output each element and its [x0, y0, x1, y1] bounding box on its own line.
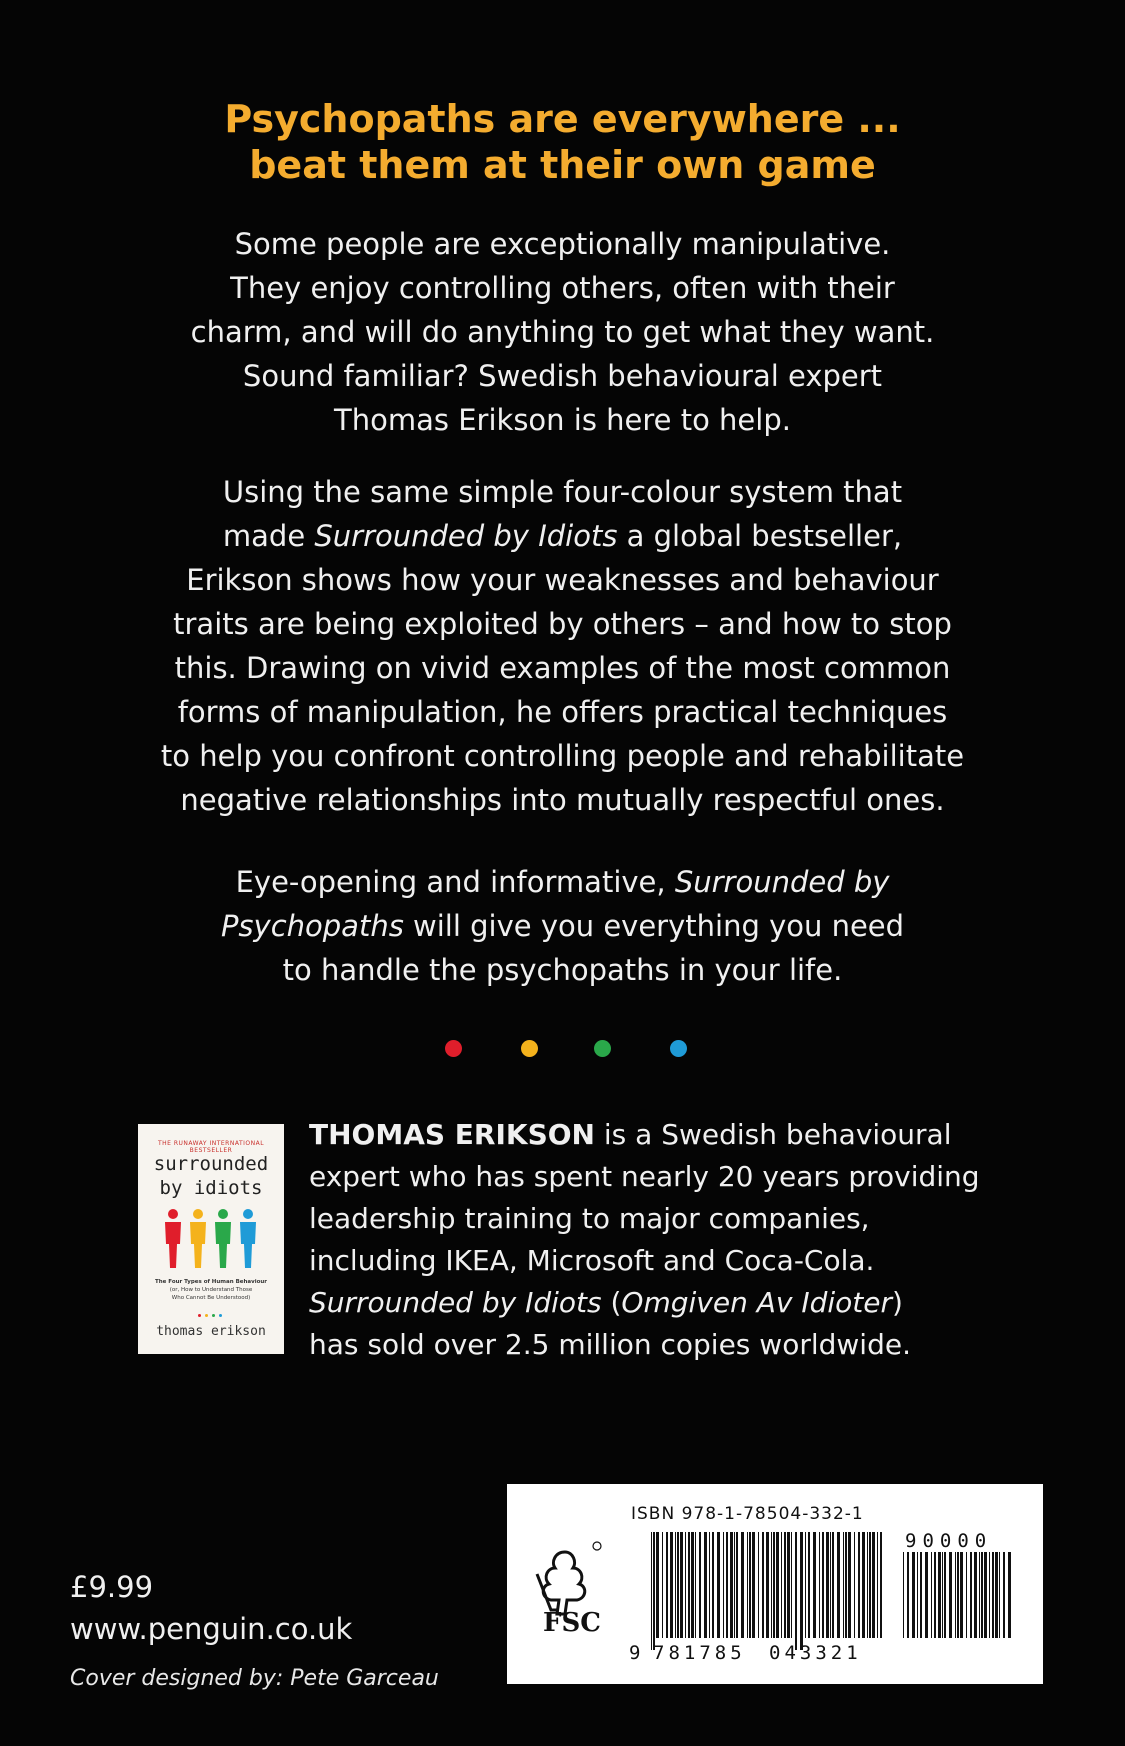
barcode-bar	[666, 1532, 668, 1638]
bio-line: has sold over 2.5 million copies worldwide.	[309, 1328, 911, 1361]
barcode-bar	[917, 1552, 918, 1638]
barcode-bar	[931, 1552, 932, 1638]
author-name: THOMAS ERIKSON	[309, 1118, 595, 1151]
cover-dot-blue	[219, 1314, 222, 1317]
cover-figure	[190, 1209, 206, 1268]
barcode-bar	[787, 1532, 790, 1638]
barcode-bar	[880, 1532, 882, 1638]
barcode-bar	[677, 1532, 679, 1638]
barcode-bar	[656, 1532, 659, 1638]
barcode-bar	[662, 1532, 663, 1638]
book-title: Surrounded by Idiots	[309, 1286, 602, 1319]
barcode-bar	[709, 1532, 710, 1638]
barcode-bar	[837, 1532, 840, 1638]
cover-figure	[165, 1209, 181, 1268]
barcode-bar	[699, 1532, 701, 1638]
barcode-bar	[773, 1532, 775, 1638]
original-title: Omgiven Av Idioter	[621, 1286, 893, 1319]
barcode-bar	[784, 1532, 786, 1638]
barcode-bar	[1008, 1552, 1011, 1638]
barcode-lead-digit: 9	[629, 1642, 641, 1664]
barcode-bar	[752, 1532, 755, 1638]
barcode-bar	[822, 1532, 824, 1638]
bio-text: is a Swedish behavioural	[595, 1118, 952, 1151]
blurb-line: Sound familiar? Swedish behavioural expert	[242, 359, 883, 393]
barcode-bar	[771, 1532, 772, 1638]
barcode-bar	[925, 1552, 928, 1638]
cover-author: thomas erikson	[156, 1324, 266, 1339]
price-addon-digits: 90000	[905, 1530, 993, 1552]
barcode-bar	[981, 1552, 983, 1638]
barcode-bar	[651, 1532, 652, 1650]
four-colour-dots	[0, 1040, 1125, 1060]
barcode-bar	[808, 1532, 810, 1638]
cover-subtitle-line-2: (or, How to Understand Those	[169, 1287, 253, 1293]
barcode-bar	[736, 1532, 738, 1638]
blurb-line: Using the same simple four-colour system that	[222, 475, 903, 509]
barcode-bar	[960, 1552, 963, 1638]
barcode-bar	[854, 1532, 855, 1638]
barcode-bar	[920, 1552, 922, 1638]
blurb-text: made	[222, 519, 315, 553]
barcode-digits-group-2: 043321	[769, 1642, 862, 1664]
bio-line: leadership training to major companies,	[309, 1202, 870, 1235]
barcode-bar	[867, 1532, 868, 1638]
blurb-line: this. Drawing on vivid examples of the most common	[174, 651, 951, 685]
blurb-line: to help you confront controlling people and rehabilitate	[160, 739, 965, 773]
barcode-bar	[992, 1552, 994, 1638]
barcode-bar	[979, 1552, 980, 1638]
barcode-bar	[762, 1532, 764, 1638]
barcode-bar	[858, 1532, 860, 1638]
barcode-bar	[734, 1532, 735, 1638]
barcode-bar	[955, 1552, 956, 1638]
blurb-line: traits are being exploited by others – and how to stop	[173, 607, 952, 641]
barcode-bar	[781, 1532, 782, 1638]
blurb-paragraph-3	[0, 860, 1125, 992]
barcode-bar	[680, 1532, 683, 1638]
barcode-bar	[832, 1532, 834, 1638]
cover-figure	[240, 1209, 256, 1268]
barcode-bar	[670, 1532, 673, 1638]
barcode-bar	[1003, 1552, 1005, 1638]
cover-title-line-2: by idiots	[159, 1177, 263, 1199]
barcode-digits-group-1: 781785	[653, 1642, 746, 1664]
headline-line-2: beat them at their own game	[249, 143, 876, 187]
barcode-bar	[877, 1532, 878, 1638]
barcode-bar	[949, 1552, 952, 1638]
cover-dots	[138, 1314, 284, 1320]
blurb-line: Erikson shows how your weaknesses and behaviour	[186, 563, 939, 597]
barcode-bar	[805, 1532, 806, 1638]
cover-dot-red	[198, 1314, 201, 1317]
bio-line: including IKEA, Microsoft and Coca-Cola.	[309, 1244, 875, 1277]
blurb-line: charm, and will do anything to get what they want.	[190, 315, 935, 349]
blurb-line: negative relationships into mutually respectful ones.	[180, 783, 945, 817]
barcode-bar	[862, 1532, 865, 1638]
blue-dot	[670, 1040, 687, 1057]
barcode-bar	[726, 1532, 728, 1638]
barcode-bar	[984, 1552, 987, 1638]
barcode-bar	[966, 1552, 967, 1638]
author-bio	[309, 1114, 1099, 1366]
barcode-bar	[974, 1552, 977, 1638]
fsc-label: FSC	[543, 1608, 601, 1638]
bio-text: (	[601, 1286, 622, 1319]
cover-credit: Cover designed by: Pete Garceau	[70, 1666, 439, 1691]
book-title-surrounded-by-idiots: Surrounded by Idiots	[314, 519, 618, 553]
isbn-number: ISBN 978-1-78504-332-1	[631, 1504, 864, 1524]
barcode-bar	[691, 1532, 694, 1638]
barcode-bar	[934, 1552, 936, 1638]
barcode-bar	[749, 1532, 751, 1638]
barcode-bar	[944, 1552, 946, 1638]
cover-title-line-1: surrounded	[153, 1153, 269, 1175]
book-title-part: Surrounded by	[674, 865, 890, 899]
addon-barcode	[903, 1552, 1013, 1650]
red-dot	[445, 1040, 462, 1057]
barcode-bar	[653, 1532, 655, 1650]
barcode-bar	[813, 1532, 816, 1638]
barcode-bar	[730, 1532, 733, 1638]
barcode-bar	[685, 1532, 686, 1638]
cover-tagline: THE RUNAWAY INTERNATIONAL BESTSELLER	[157, 1140, 265, 1154]
bio-line	[309, 1114, 1099, 1156]
barcode-bar	[758, 1532, 759, 1638]
blurb-line: Thomas Erikson is here to help.	[334, 403, 791, 437]
cover-subtitle-line-1: The Four Types of Human Behaviour	[154, 1279, 267, 1285]
blurb-line: Some people are exceptionally manipulative.	[234, 227, 891, 261]
blurb-line: to handle the psychopaths in your life.	[282, 953, 843, 987]
barcode-bar	[903, 1552, 904, 1638]
barcode-bar	[912, 1552, 915, 1638]
isbn-barcode	[651, 1532, 883, 1650]
barcode-bar	[989, 1552, 990, 1638]
cover-subtitle-line-3: Who Cannot Be Understood)	[171, 1295, 251, 1301]
book-title-part: Psychopaths	[220, 909, 404, 943]
barcode-bar	[826, 1532, 829, 1638]
barcode-bar	[843, 1532, 844, 1638]
barcode-bar	[766, 1532, 769, 1638]
barcode-bar	[845, 1532, 847, 1638]
cover-title	[138, 1152, 284, 1200]
barcode-panel	[507, 1484, 1043, 1684]
barcode-bar	[723, 1532, 724, 1638]
barcode-bar	[800, 1532, 803, 1650]
barcode-bar	[942, 1552, 943, 1638]
cover-subtitle	[138, 1278, 284, 1302]
bio-line: expert who has spent nearly 20 years providing	[309, 1160, 980, 1193]
cover-figure	[215, 1209, 231, 1268]
barcode-bar	[747, 1532, 748, 1638]
blurb-text: a global bestseller,	[617, 519, 903, 553]
barcode-bar	[872, 1532, 875, 1638]
barcode-bar	[675, 1532, 676, 1638]
barcode-bar	[999, 1552, 1000, 1638]
barcode-bar	[712, 1532, 714, 1638]
barcode-bar	[970, 1552, 972, 1638]
cover-dot-green	[212, 1314, 215, 1317]
barcode-bar	[938, 1552, 941, 1638]
blurb-paragraph-2	[0, 470, 1125, 822]
bio-line	[309, 1282, 1099, 1324]
publisher-website: www.penguin.co.uk	[70, 1612, 353, 1646]
barcode-bar	[957, 1552, 959, 1638]
barcode-bar	[907, 1552, 909, 1638]
barcode-bar	[795, 1532, 797, 1650]
barcode-bar	[995, 1552, 998, 1638]
blurb-line: They enjoy controlling others, often with their	[230, 271, 895, 305]
barcode-bar	[695, 1532, 696, 1638]
four-figures-icon	[161, 1208, 261, 1270]
barcode-bar	[704, 1532, 707, 1638]
blurb-line: forms of manipulation, he offers practical techniques	[177, 695, 948, 729]
blurb-line	[0, 514, 1125, 558]
blurb-line	[0, 904, 1125, 948]
barcode-bar	[776, 1532, 779, 1638]
bio-text: )	[892, 1286, 903, 1319]
green-dot	[594, 1040, 611, 1057]
barcode-bar	[869, 1532, 871, 1638]
blurb-paragraph-1	[0, 222, 1125, 442]
surrounded-by-idiots-cover-thumbnail	[138, 1124, 284, 1354]
blurb-text: will give you everything you need	[403, 909, 905, 943]
barcode-bar	[848, 1532, 851, 1638]
blurb-text: Eye-opening and informative,	[235, 865, 675, 899]
headline	[0, 96, 1125, 188]
cover-dot-yellow	[205, 1314, 208, 1317]
barcode-bar	[830, 1532, 831, 1638]
price: £9.99	[70, 1570, 154, 1604]
barcode-bar	[688, 1532, 690, 1638]
blurb-line	[0, 860, 1125, 904]
barcode-bar	[791, 1532, 792, 1638]
barcode-bar	[819, 1532, 820, 1638]
barcode-bar	[717, 1532, 720, 1638]
headline-line-1: Psychopaths are everywhere ...	[224, 97, 901, 141]
barcode-bar	[741, 1532, 744, 1638]
yellow-dot	[521, 1040, 538, 1057]
